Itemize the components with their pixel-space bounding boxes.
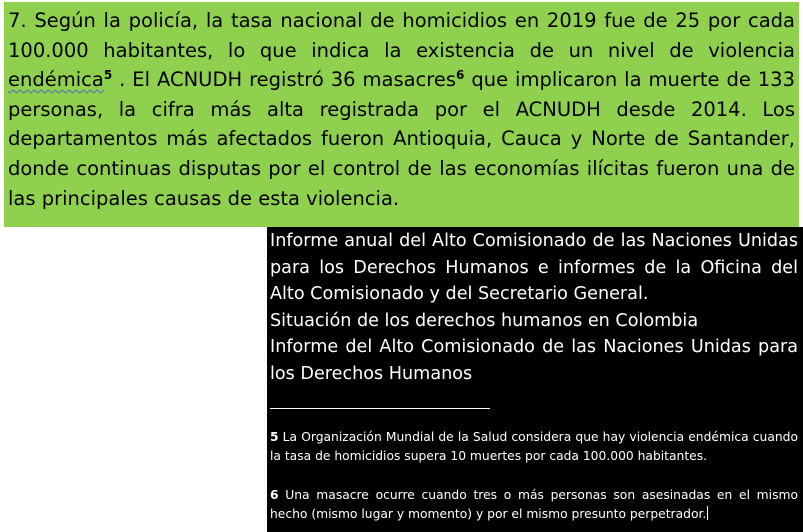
footnote-ref-6: 6 — [456, 68, 465, 83]
paragraph-text-part3: que implicaron la muerte de 133 personas, la cifra más alta registrada por el ACNUDH desde 2014. Los departamentos más afectados fueron Antioquia, Cauca y Norte de Santander, donde continuas disputas por el control de las economías ilícitas fueron una de las principales causas de esta violencia. — [8, 68, 795, 210]
footnote-5-number: 5 — [270, 430, 279, 444]
source-line-report-title: Informe del Alto Comisionado de las Naciones Unidas para los Derechos Humanos — [270, 337, 798, 384]
footnote-separator — [270, 408, 490, 409]
spellcheck-word-endemica[interactable]: endémica — [8, 68, 104, 92]
footnote-6-number: 6 — [270, 488, 279, 502]
text-cursor — [707, 506, 708, 520]
source-line-situation-title: Situación de los derechos humanos en Colombia — [270, 310, 699, 331]
footnote-6 — [270, 486, 798, 524]
footnote-5-text: La Organización Mundial de la Salud considera que hay violencia endémica cuando la tasa de homicidios supera 10 muertes por cada 100.000 habitantes. — [270, 430, 798, 463]
paragraph-7 — [8, 6, 795, 213]
footnote-6-text: Una masacre ocurre cuando tres o más personas son asesinadas en el mismo hecho (mismo lugar y momento) y por el mismo presunto perpetrador. — [270, 488, 798, 521]
source-line-annual-report: Informe anual del Alto Comisionado de las Naciones Unidas para los Derechos Humanos e informes de la Oficina del Alto Comisionado y del Secretario General. — [270, 231, 798, 304]
paragraph-text-part1: 7. Según la policía, la tasa nacional de homicidios en 2019 fue de 25 por cada 100.000 habitantes, lo que indica la existencia de un nivel de violencia — [8, 9, 795, 62]
paragraph-text-part2: . El ACNUDH registró 36 masacres — [112, 68, 457, 92]
footnote-5 — [270, 428, 798, 466]
highlighted-paragraph-block — [4, 2, 799, 227]
sources-block — [267, 227, 803, 532]
footnote-ref-5: 5 — [103, 68, 113, 83]
